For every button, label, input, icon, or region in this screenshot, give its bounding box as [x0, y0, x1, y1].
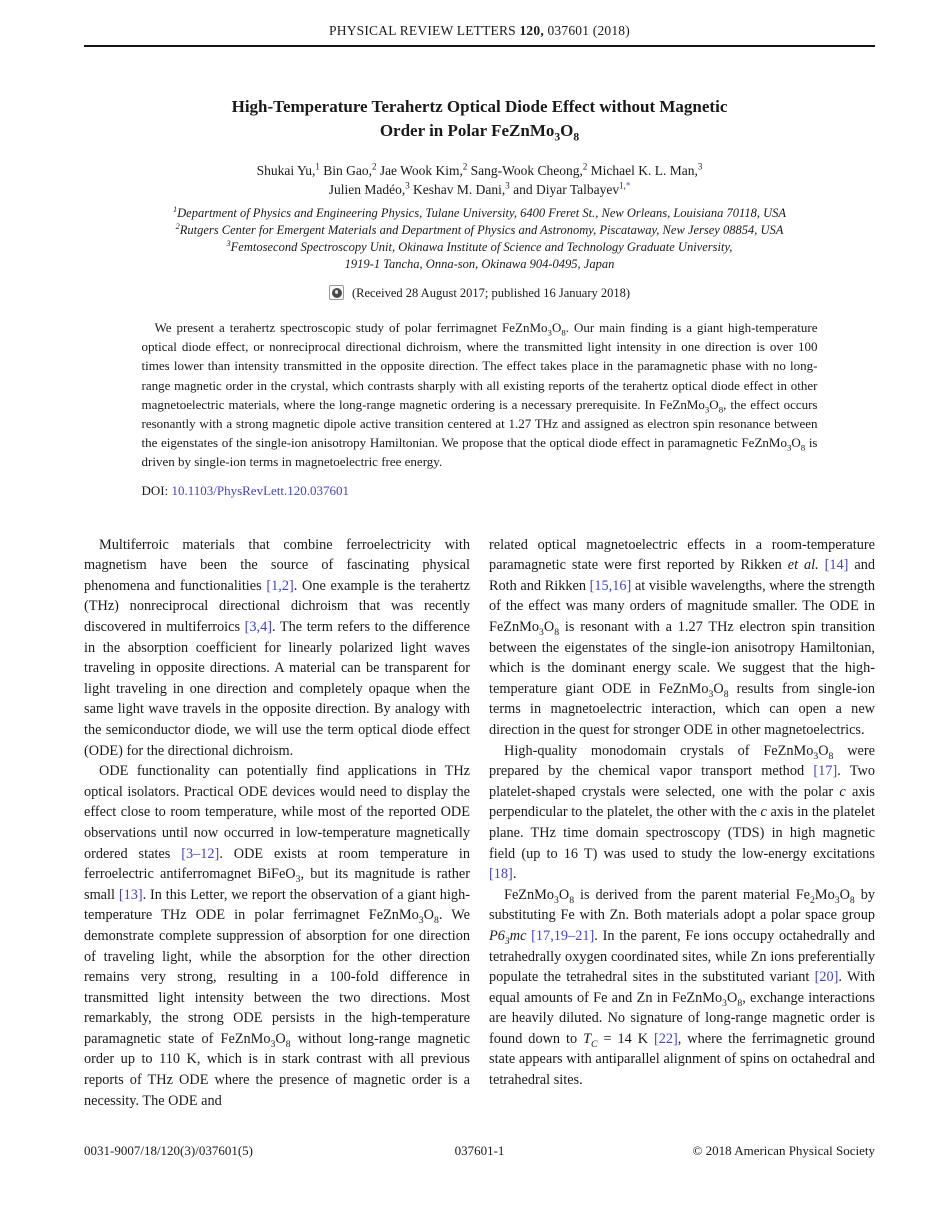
text-run: c — [839, 783, 846, 800]
affiliation-list — [84, 205, 875, 273]
crossmark-circle — [332, 288, 342, 298]
text-run: P6 — [489, 927, 505, 944]
text-run: 3 — [505, 180, 510, 191]
text-run: T — [583, 1030, 592, 1047]
text-run: 8 — [718, 404, 724, 415]
text-run: 1, — [619, 180, 626, 191]
text-run: 8 — [828, 750, 834, 762]
doi-label: DOI: — [141, 482, 172, 498]
paragraph-intro: Multiferroic materials that combine ferroelectricity with magnetism have been the source of fascinating physical phenomena and functionalities [1,2]. One example is the terahertz (THz) nonreciprocal directional dichroism that was recently discovered in multiferroics [3,4]. The term refers to the difference in the absorption coefficient for linearly polarized light waves traveling in opposite directions. A material can be transparent for light traveling in one direction and completely opaque when the same light wave travels in the opposite direction. By analogy with the semiconductor diode, we will use the term optical diode effect (ODE) for the directional dichroism. — [84, 536, 470, 759]
citation-link[interactable]: [17,19–21] — [531, 927, 595, 944]
citation-link[interactable]: [3–12] — [181, 845, 220, 862]
text-run: 3 — [504, 935, 510, 947]
citation-link[interactable]: [1,2] — [266, 577, 294, 594]
text-run: 8 — [849, 894, 855, 906]
text-run: 8 — [737, 997, 743, 1009]
affiliation-3-continued: 1919-1 Tancha, Onna-son, Okinawa 904-0495, Japan — [344, 257, 615, 271]
paper-title-line-1: High-Temperature Terahertz Optical Diode Effect without Magnetic — [231, 97, 728, 116]
journal-header: PHYSICAL REVIEW LETTERS 120, 037601 (2018) — [329, 23, 630, 38]
affiliation-3: $^3$Femtosecond Spectroscopy Unit, Okinawa Institute of Science and Technology Graduate University, — [226, 238, 733, 254]
citation-link[interactable]: [18] — [489, 866, 513, 883]
author-list — [84, 161, 875, 199]
text-run: 3 — [708, 688, 714, 700]
author-line-1: Shukai Yu,$^1$ Bin Gao,$^2$ Jae Wook Kim,$^2$ Sang-Wook Cheong,$^2$ Michael K. L. Man,$^3$ — [256, 161, 703, 178]
footer-copyright: © 2018 American Physical Society — [692, 1143, 875, 1158]
footer-page-number: 037601-1 — [454, 1143, 505, 1158]
text-run: 8 — [569, 894, 575, 906]
text-run: 8 — [573, 130, 580, 144]
paper-title-line-2: Order in Polar $FeZnMo_3O_8$ — [379, 121, 580, 144]
text-run: 3 — [405, 180, 410, 191]
text-run: 3 — [697, 161, 703, 172]
received-line — [84, 285, 875, 301]
text-run: 3 — [295, 873, 301, 885]
text-run: 8 — [561, 327, 566, 338]
citation-link[interactable]: [15,16] — [589, 577, 632, 594]
text-run: 3 — [704, 404, 710, 415]
left-column — [84, 535, 470, 1112]
text-run: 3 — [418, 915, 424, 927]
doi-link[interactable]: 10.1103/PhysRevLett.120.037601 — [171, 482, 350, 498]
paragraph-material: $FeZnMo_3O_8$ is derived from the parent material $Fe_2Mo_3O_8$ by substituting Fe with Zn. Both materials adopt a polar space group $P6_3mc$ [17,19–21]. In the parent, Fe ions occupy octahedrally and tetrahedrally oxygen coordinated sites, while Zn ions preferentially populate the tetrahedral sites in the substituted variant [20]. With equal amounts of Fe and Zn in $FeZnMo_3O_8$, exchange interactions are heavily diluted. No signature of long-range magnetic order is found down to $T_C = 14$ K [22], where the ferrimagnetic ground state appears with antiparallel alignment of spins on octahedral and tetrahedral sites. — [489, 886, 876, 1089]
affiliation-2: $^2$Rutgers Center for Emergent Materials and Department of Physics and Astronomy, Piscataway, New Jersey 08854, USA — [175, 221, 784, 237]
paragraph-crystals: High-quality monodomain crystals of $FeZnMo_3O_8$ were prepared by the chemical vapor transport method [17]. Two platelet-shaped crystals were selected, one with the polar c axis perpendicular to the platelet, the other with the c axis in the platelet plane. THz time domain spectroscopy (TDS) in high magnetic field (up to 16 T) was used to study the low-energy excitations [18]. — [489, 742, 875, 883]
citation-link[interactable]: [3,4] — [244, 619, 273, 635]
citation-link[interactable]: [13] — [118, 886, 143, 903]
text-run: c — [760, 804, 767, 821]
text-run: 2 — [810, 894, 815, 906]
text-run: 8 — [800, 442, 806, 453]
header-rule — [84, 45, 875, 47]
citation-link[interactable]: [17] — [813, 763, 838, 780]
abstract: We present a terahertz spectroscopic study of polar ferrimagnet $FeZnMo_3O_8$. Our main finding is a giant high-temperature optical diode effect, or nonreciprocal directional dichroism, where the transmitted light intensity in one direction is over 100 times lower than intensity transmitted in the opposite direction. The effect takes place in the paramagnetic phase with no long-range magnetic order in the crystal, which contrasts sharply with all existing reports of the terahertz optical diode effect in other magnetoelectric materials, where the long-range magnetic ordering is a necessary prerequisite. In $FeZnMo_3O_8$, the effect occurs resonantly with a strong magnetic dipole active transition centered at 1.27 THz and assigned as electron spin resonance between the eigenstates of the single-ion anisotropy Hamiltonian. We propose that the optical diode effect in paramagnetic $FeZnMo_3O_8$ is driven by single-ion terms in magnetoelectric free energy. — [141, 320, 818, 470]
text-run: 3 — [226, 238, 231, 248]
text-run: 8 — [433, 915, 439, 927]
text-run: 120, — [519, 23, 544, 38]
citation-link[interactable]: [22] — [653, 1030, 678, 1047]
text-run: 8 — [285, 1038, 291, 1050]
text-run: 3 — [539, 626, 544, 638]
text-run: C — [591, 1038, 598, 1050]
received-text: (Received 28 August 2017; published 16 January 2018) — [351, 286, 631, 300]
text-run: 2 — [582, 161, 588, 172]
doi-line — [142, 483, 818, 499]
citation-link[interactable]: [20] — [814, 969, 839, 986]
text-run: 3 — [813, 750, 819, 762]
text-run: 3 — [270, 1038, 276, 1050]
author-line-2: Julien Madéo,$^3$ Keshav M. Dani,$^3$ and Diyar Talbayev$^{1,*}$ — [328, 180, 631, 197]
paper-title — [84, 95, 875, 143]
text-run: mc — [509, 927, 527, 944]
text-run: 3 — [554, 130, 561, 144]
text-run: 8 — [554, 626, 560, 638]
text-run: 8 — [723, 688, 729, 700]
text-run: 2 — [371, 161, 377, 172]
corresponding-author-link[interactable]: * — [625, 180, 631, 191]
text-run: 2 — [462, 161, 468, 172]
paragraph-ode-applications: ODE functionality can potentially find applications in THz optical isolators. Practical ODE devices would need to display the effect close to room temperature, while most of the reported ODE observations until now occurred in low-temperature magnetically ordered states [3–12]. ODE exists at room temperature in ferroelectric antiferromagnet BiFeO$_3$, but its magnitude is rather small [13]. In this Letter, we report the observation of a giant high-temperature THz ODE in polar ferrimagnet $FeZnMo_3O_8$. We demonstrate complete suppression of absorption for one direction of traveling light, while the absorption for the other direction remains very strong, resulting in a 100-fold difference in transmitted light intensity between the two directions. Most remarkably, the strong ODE persists in the high-temperature paramagnetic state of $FeZnMo_3O_8$ without long-range magnetic order up to 110 K, which is in stark contrast with all previous reports of THz ODE where the presence of magnetic order is a necessity. The ODE and — [84, 763, 470, 1109]
text-run: 3 — [786, 442, 792, 453]
footer-issn: 0031-9007/18/120(3)/037601(5) — [84, 1143, 253, 1158]
body-columns — [84, 535, 875, 1112]
text-run: 3 — [554, 894, 559, 906]
text-run: et al. — [787, 557, 819, 574]
affiliation-1: $^1$Department of Physics and Engineering Physics, Tulane University, 6400 Freret St., New Orleans, Louisiana 70118, USA — [173, 204, 786, 220]
text-run: 3 — [547, 327, 552, 338]
text-run: 3 — [722, 997, 728, 1009]
text-run: 2 — [175, 221, 180, 231]
citation-link[interactable]: [14] — [824, 557, 849, 574]
crossmark-icon[interactable] — [329, 285, 344, 300]
text-run: 3 — [834, 894, 840, 906]
paragraph-related-effects: related optical magnetoelectric effects in a room-temperature paramagnetic state were first reported by Rikken et al. [14] and Roth and Rikken [15,16] at visible wavelengths, where the strength of the effect was many orders of magnitude smaller. The ODE in $FeZnMo_3O_8$ is resonant with a 1.27 THz electron spin transition between the eigenstates of the single-ion anisotropy Hamiltonian, which is the dominant energy scale. We suggest that the high-temperature giant ODE in $FeZnMo_3O_8$ results from single-ion terms in magnetoelectric interaction, which can open a new direction in the quest for stronger ODE in other magnetoelectrics. — [489, 536, 876, 738]
text-run: 1 — [315, 161, 320, 172]
text-run: 1 — [173, 204, 178, 214]
page-footer — [84, 1143, 875, 1159]
right-column — [489, 535, 875, 1112]
